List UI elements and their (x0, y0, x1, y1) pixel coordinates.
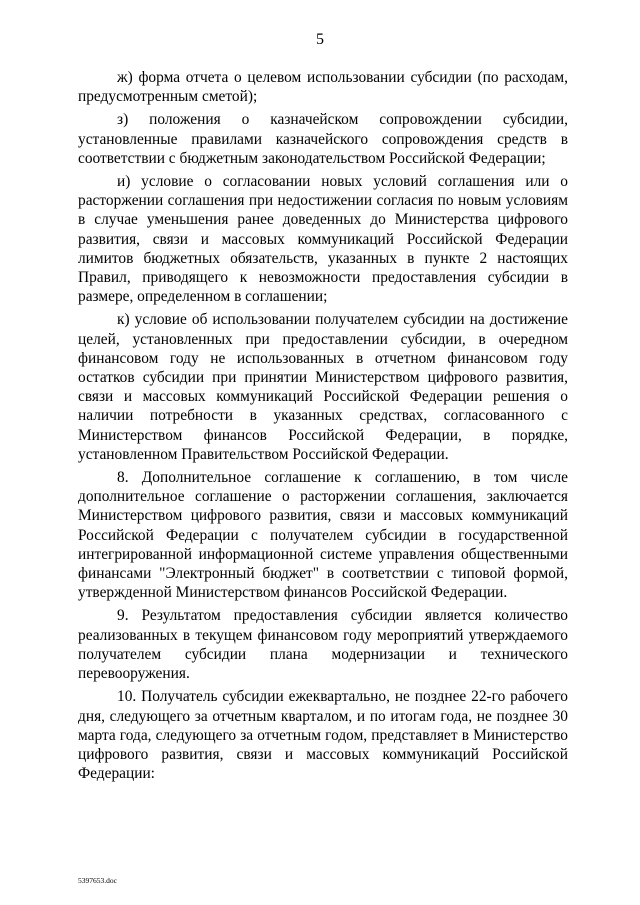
paragraph-z: з) положения о казначейском сопровождении субсидии, установленные правилами казначейского сопровождения средств в соответствии с бюджетным законодательством Российской Федерации; (78, 111, 568, 167)
paragraph-k: к) условие об использовании получателем субсидии на достижение целей, установленных при предоставлении субсидии, в очередном финансовом году не использованных в отчетном финансовом году остатков субсидии при принятии Министерством цифрового развития, связи и массовых коммуникаций Российской Федерации решения о наличии потребности в указанных средствах, согласованного с Министерством финансов Российской Федерации, в порядке, установленном Правительством Российской Федерации. (78, 311, 568, 463)
paragraph-i: и) условие о согласовании новых условий соглашения или о расторжении соглашения при недостижении согласия по новым условиям в случае уменьшения ранее доведенных до Министерства цифрового развития, связи и массовых коммуникаций Российской Федерации лимитов бюджетных обязательств, указанных в пункте 2 настоящих Правил, приводящего к невозможности предоставления субсидии в размере, определенном в соглашении; (78, 173, 568, 306)
paragraph-zh: ж) форма отчета о целевом использовании субсидии (по расходам, предусмотренным сметой); (78, 69, 568, 106)
document-file-code: 5397653.doc (78, 876, 117, 885)
page-number: 5 (316, 31, 324, 48)
document-body (78, 68, 568, 787)
paragraph-10: 10. Получатель субсидии ежеквартально, не позднее 22-го рабочего дня, следующего за отчетным кварталом, и по итогам года, не позднее 30 марта года, следующего за отчетным годом, представляет в Министерство цифрового развития, связи и массовых коммуникаций Российской Федерации: (78, 688, 568, 783)
paragraph-8: 8. Дополнительное соглашение к соглашению, в том числе дополнительное соглашение о расторжении соглашения, заключается Министерством цифрового развития, связи и массовых коммуникаций Российской Федерации с получателем субсидии в государственной интегрированной информационной системе управления общественными финансами "Электронный бюджет" в соответствии с типовой формой, утвержденной Министерством финансов Российской Федерации. (78, 469, 568, 602)
paragraph-9: 9. Результатом предоставления субсидии является количество реализованных в текущем финансовом году мероприятий утверждаемого получателем субсидии плана модернизации и технического перевооружения. (78, 607, 568, 683)
